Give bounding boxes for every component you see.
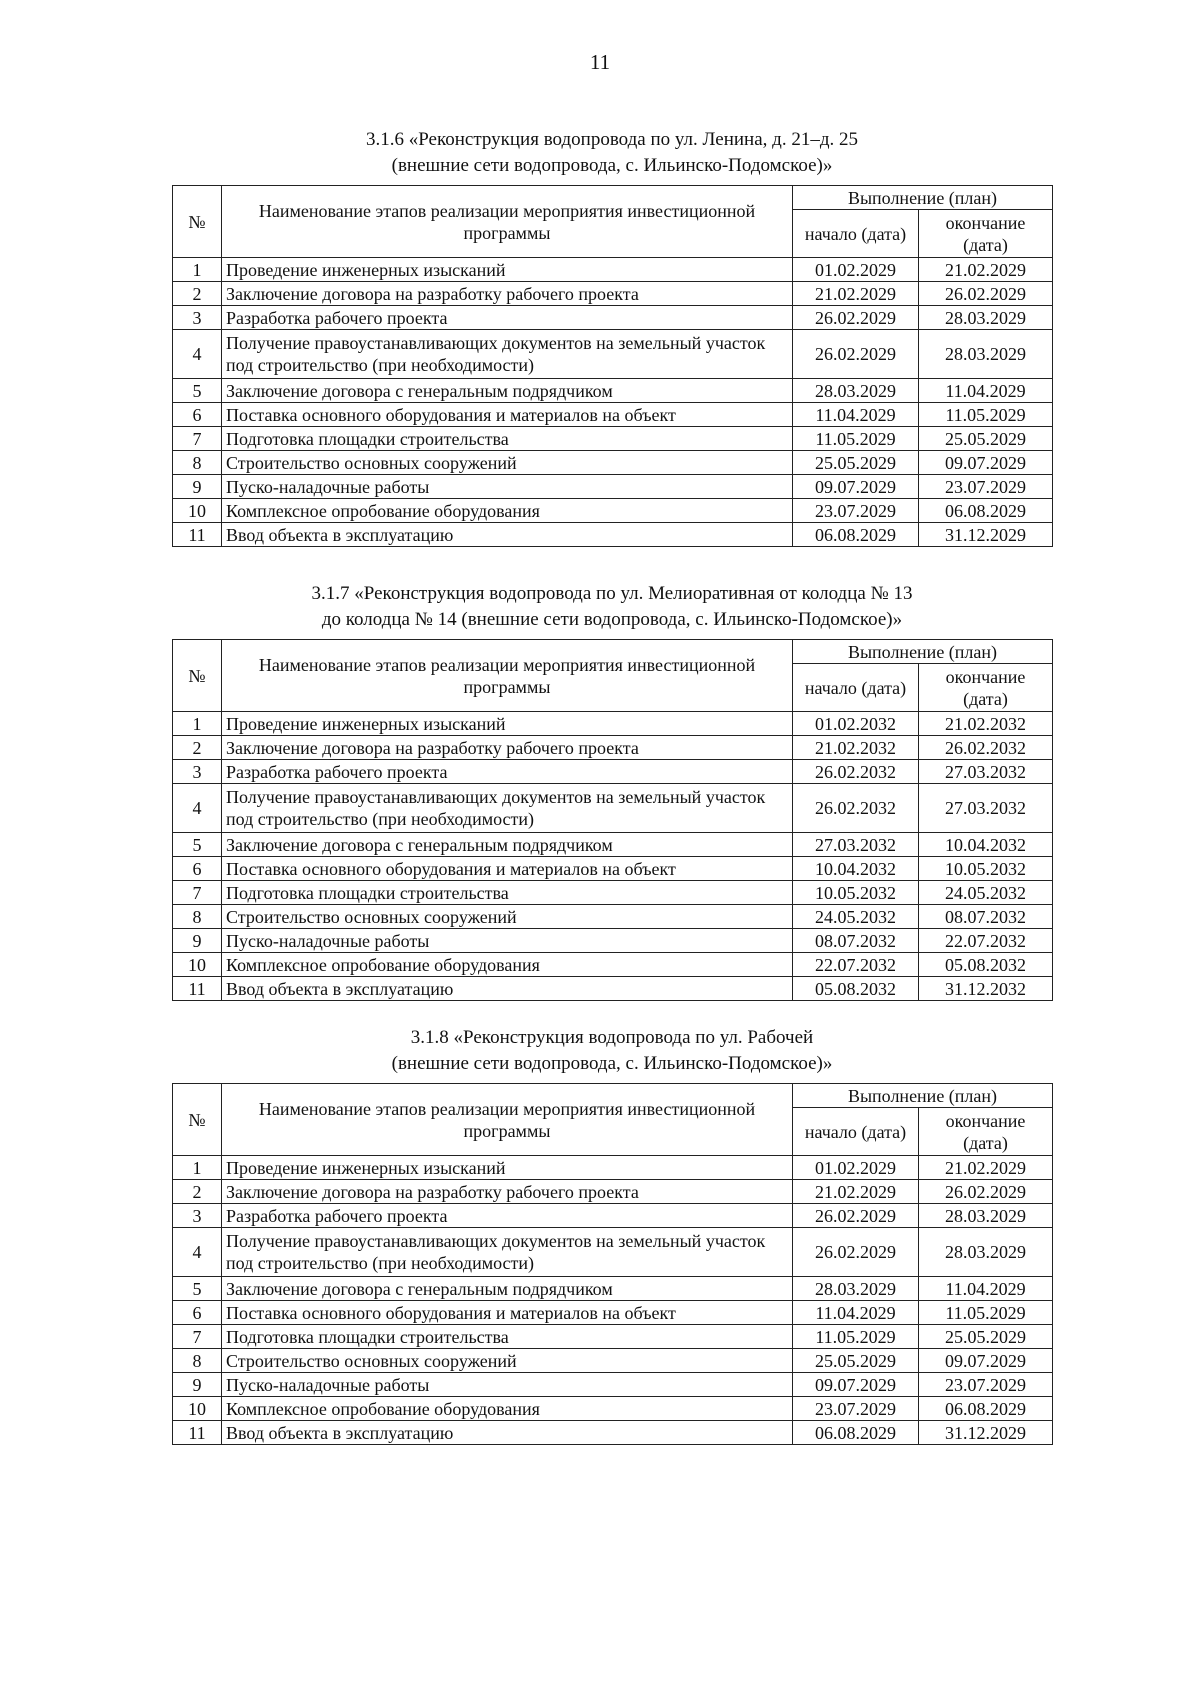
table-row bbox=[173, 784, 1053, 833]
stage-name: Поставка основного оборудования и материалов на объект bbox=[222, 857, 793, 881]
start-date: 11.05.2029 bbox=[793, 427, 919, 451]
table-row bbox=[173, 1397, 1053, 1421]
stage-name: Заключение договора на разработку рабочего проекта bbox=[222, 1180, 793, 1204]
table-row bbox=[173, 953, 1053, 977]
end-date: 27.03.2032 bbox=[919, 784, 1053, 833]
table-row bbox=[173, 403, 1053, 427]
section-title-line-2: до колодца № 14 (внешние сети водопровода, с. Ильинско-Подомское)» bbox=[321, 609, 903, 630]
stage-name: Разработка рабочего проекта bbox=[222, 760, 793, 784]
stages-table bbox=[172, 639, 1053, 1001]
end-date: 26.02.2032 bbox=[919, 736, 1053, 760]
start-date: 08.07.2032 bbox=[793, 929, 919, 953]
row-number: 8 bbox=[173, 451, 222, 475]
row-number: 1 bbox=[173, 712, 222, 736]
start-date: 22.07.2032 bbox=[793, 953, 919, 977]
page-number: 11 bbox=[589, 50, 611, 74]
stage-name: Комплексное опробование оборудования bbox=[222, 1397, 793, 1421]
stage-name: Заключение договора с генеральным подрядчиком bbox=[222, 379, 793, 403]
table-row bbox=[173, 977, 1053, 1001]
start-date: 21.02.2032 bbox=[793, 736, 919, 760]
start-date: 26.02.2029 bbox=[793, 330, 919, 379]
table-row bbox=[173, 712, 1053, 736]
stage-name: Комплексное опробование оборудования bbox=[222, 499, 793, 523]
section-3-1-8 bbox=[172, 1025, 1052, 1445]
header-start-date: начало (дата) bbox=[793, 1108, 919, 1156]
table-row bbox=[173, 1421, 1053, 1445]
stage-name: Проведение инженерных изысканий bbox=[222, 258, 793, 282]
section-title bbox=[172, 1025, 1052, 1077]
section-3-1-7 bbox=[172, 581, 1052, 1001]
header-end-date: окончание (дата) bbox=[919, 210, 1053, 258]
stage-name: Поставка основного оборудования и материалов на объект bbox=[222, 403, 793, 427]
end-date: 24.05.2032 bbox=[919, 881, 1053, 905]
table-row bbox=[173, 1204, 1053, 1228]
row-number: 6 bbox=[173, 857, 222, 881]
start-date: 01.02.2029 bbox=[793, 258, 919, 282]
row-number: 7 bbox=[173, 427, 222, 451]
row-number: 3 bbox=[173, 760, 222, 784]
stage-name: Строительство основных сооружений bbox=[222, 1349, 793, 1373]
section-title-line-2: (внешние сети водопровода, с. Ильинско-Подомское)» bbox=[391, 155, 833, 176]
start-date: 23.07.2029 bbox=[793, 1397, 919, 1421]
stage-name: Поставка основного оборудования и материалов на объект bbox=[222, 1301, 793, 1325]
row-number: 2 bbox=[173, 736, 222, 760]
table-row bbox=[173, 330, 1053, 379]
table-row bbox=[173, 306, 1053, 330]
start-date: 27.03.2032 bbox=[793, 833, 919, 857]
row-number: 10 bbox=[173, 1397, 222, 1421]
end-date: 21.02.2032 bbox=[919, 712, 1053, 736]
start-date: 26.02.2029 bbox=[793, 1228, 919, 1277]
start-date: 26.02.2032 bbox=[793, 784, 919, 833]
stage-name: Проведение инженерных изысканий bbox=[222, 712, 793, 736]
stage-name: Комплексное опробование оборудования bbox=[222, 953, 793, 977]
stage-name: Разработка рабочего проекта bbox=[222, 1204, 793, 1228]
start-date: 21.02.2029 bbox=[793, 282, 919, 306]
end-date: 26.02.2029 bbox=[919, 282, 1053, 306]
row-number: 10 bbox=[173, 953, 222, 977]
row-number: 4 bbox=[173, 330, 222, 379]
start-date: 06.08.2029 bbox=[793, 523, 919, 547]
row-number: 1 bbox=[173, 258, 222, 282]
row-number: 11 bbox=[173, 977, 222, 1001]
start-date: 28.03.2029 bbox=[793, 1277, 919, 1301]
row-number: 2 bbox=[173, 1180, 222, 1204]
row-number: 2 bbox=[173, 282, 222, 306]
end-date: 27.03.2032 bbox=[919, 760, 1053, 784]
end-date: 11.05.2029 bbox=[919, 1301, 1053, 1325]
end-date: 21.02.2029 bbox=[919, 258, 1053, 282]
header-execution-plan: Выполнение (план) bbox=[793, 1084, 1053, 1108]
end-date: 08.07.2032 bbox=[919, 905, 1053, 929]
end-date: 31.12.2029 bbox=[919, 1421, 1053, 1445]
row-number: 8 bbox=[173, 1349, 222, 1373]
table-row bbox=[173, 1373, 1053, 1397]
header-start-date: начало (дата) bbox=[793, 210, 919, 258]
table-row bbox=[173, 475, 1053, 499]
end-date: 28.03.2029 bbox=[919, 330, 1053, 379]
row-number: 4 bbox=[173, 784, 222, 833]
section-3-1-6 bbox=[172, 127, 1052, 547]
stage-name: Подготовка площадки строительства bbox=[222, 881, 793, 905]
stage-name: Получение правоустанавливающих документов на земельный участок под строительство (при необходимости) bbox=[222, 1228, 793, 1277]
stage-name: Строительство основных сооружений bbox=[222, 905, 793, 929]
stage-name: Подготовка площадки строительства bbox=[222, 427, 793, 451]
end-date: 10.04.2032 bbox=[919, 833, 1053, 857]
header-stage-name: Наименование этапов реализации мероприятия инвестиционной программы bbox=[222, 640, 793, 712]
stage-name: Получение правоустанавливающих документов на земельный участок под строительство (при необходимости) bbox=[222, 330, 793, 379]
end-date: 11.05.2029 bbox=[919, 403, 1053, 427]
table-row bbox=[173, 499, 1053, 523]
stage-name: Разработка рабочего проекта bbox=[222, 306, 793, 330]
start-date: 10.05.2032 bbox=[793, 881, 919, 905]
row-number: 5 bbox=[173, 379, 222, 403]
row-number: 3 bbox=[173, 306, 222, 330]
table-row bbox=[173, 427, 1053, 451]
header-start-date: начало (дата) bbox=[793, 664, 919, 712]
end-date: 22.07.2032 bbox=[919, 929, 1053, 953]
header-number: № bbox=[173, 1084, 222, 1156]
section-title bbox=[172, 127, 1052, 179]
stages-table bbox=[172, 1083, 1053, 1445]
end-date: 10.05.2032 bbox=[919, 857, 1053, 881]
table-row bbox=[173, 1228, 1053, 1277]
start-date: 24.05.2032 bbox=[793, 905, 919, 929]
row-number: 9 bbox=[173, 1373, 222, 1397]
start-date: 11.04.2029 bbox=[793, 1301, 919, 1325]
row-number: 10 bbox=[173, 499, 222, 523]
table-row bbox=[173, 833, 1053, 857]
start-date: 11.05.2029 bbox=[793, 1325, 919, 1349]
row-number: 6 bbox=[173, 403, 222, 427]
header-number: № bbox=[173, 186, 222, 258]
row-number: 4 bbox=[173, 1228, 222, 1277]
start-date: 28.03.2029 bbox=[793, 379, 919, 403]
end-date: 31.12.2029 bbox=[919, 523, 1053, 547]
section-title-line-1: 3.1.6 «Реконструкция водопровода по ул. Ленина, д. 21–д. 25 bbox=[365, 129, 858, 150]
stage-name: Пуско-наладочные работы bbox=[222, 929, 793, 953]
end-date: 28.03.2029 bbox=[919, 1204, 1053, 1228]
header-execution-plan: Выполнение (план) bbox=[793, 640, 1053, 664]
start-date: 25.05.2029 bbox=[793, 451, 919, 475]
row-number: 5 bbox=[173, 833, 222, 857]
table-row bbox=[173, 929, 1053, 953]
stages-table bbox=[172, 185, 1053, 547]
stage-name: Заключение договора на разработку рабочего проекта bbox=[222, 282, 793, 306]
header-number: № bbox=[173, 640, 222, 712]
table-row bbox=[173, 1156, 1053, 1180]
end-date: 25.05.2029 bbox=[919, 1325, 1053, 1349]
stage-name: Строительство основных сооружений bbox=[222, 451, 793, 475]
end-date: 26.02.2029 bbox=[919, 1180, 1053, 1204]
start-date: 21.02.2029 bbox=[793, 1180, 919, 1204]
table-row bbox=[173, 379, 1053, 403]
table-row bbox=[173, 736, 1053, 760]
stage-name: Ввод объекта в эксплуатацию bbox=[222, 977, 793, 1001]
table-row bbox=[173, 451, 1053, 475]
start-date: 01.02.2032 bbox=[793, 712, 919, 736]
table-row bbox=[173, 760, 1053, 784]
table-row bbox=[173, 1349, 1053, 1373]
row-number: 5 bbox=[173, 1277, 222, 1301]
end-date: 06.08.2029 bbox=[919, 499, 1053, 523]
table-row bbox=[173, 258, 1053, 282]
row-number: 3 bbox=[173, 1204, 222, 1228]
row-number: 9 bbox=[173, 475, 222, 499]
header-stage-name: Наименование этапов реализации мероприятия инвестиционной программы bbox=[222, 1084, 793, 1156]
start-date: 26.02.2029 bbox=[793, 1204, 919, 1228]
end-date: 23.07.2029 bbox=[919, 1373, 1053, 1397]
end-date: 31.12.2032 bbox=[919, 977, 1053, 1001]
row-number: 6 bbox=[173, 1301, 222, 1325]
start-date: 25.05.2029 bbox=[793, 1349, 919, 1373]
table-row bbox=[173, 857, 1053, 881]
table-row bbox=[173, 905, 1053, 929]
table-row bbox=[173, 282, 1053, 306]
row-number: 11 bbox=[173, 523, 222, 547]
table-row bbox=[173, 1180, 1053, 1204]
row-number: 7 bbox=[173, 881, 222, 905]
table-row bbox=[173, 881, 1053, 905]
start-date: 11.04.2029 bbox=[793, 403, 919, 427]
end-date: 23.07.2029 bbox=[919, 475, 1053, 499]
header-end-date: окончание (дата) bbox=[919, 664, 1053, 712]
end-date: 21.02.2029 bbox=[919, 1156, 1053, 1180]
section-title-line-1: 3.1.7 «Реконструкция водопровода по ул. Мелиоративная от колодца № 13 bbox=[311, 583, 913, 604]
section-title-line-2: (внешние сети водопровода, с. Ильинско-Подомское)» bbox=[391, 1053, 833, 1074]
header-end-date: окончание (дата) bbox=[919, 1108, 1053, 1156]
end-date: 11.04.2029 bbox=[919, 379, 1053, 403]
stage-name: Получение правоустанавливающих документов на земельный участок под строительство (при необходимости) bbox=[222, 784, 793, 833]
stage-name: Заключение договора на разработку рабочего проекта bbox=[222, 736, 793, 760]
section-title bbox=[172, 581, 1052, 633]
stage-name: Подготовка площадки строительства bbox=[222, 1325, 793, 1349]
start-date: 06.08.2029 bbox=[793, 1421, 919, 1445]
end-date: 09.07.2029 bbox=[919, 1349, 1053, 1373]
start-date: 26.02.2029 bbox=[793, 306, 919, 330]
start-date: 09.07.2029 bbox=[793, 475, 919, 499]
end-date: 28.03.2029 bbox=[919, 306, 1053, 330]
row-number: 11 bbox=[173, 1421, 222, 1445]
end-date: 25.05.2029 bbox=[919, 427, 1053, 451]
stage-name: Заключение договора с генеральным подрядчиком bbox=[222, 1277, 793, 1301]
stage-name: Заключение договора с генеральным подрядчиком bbox=[222, 833, 793, 857]
row-number: 1 bbox=[173, 1156, 222, 1180]
stage-name: Пуско-наладочные работы bbox=[222, 475, 793, 499]
row-number: 9 bbox=[173, 929, 222, 953]
start-date: 10.04.2032 bbox=[793, 857, 919, 881]
start-date: 09.07.2029 bbox=[793, 1373, 919, 1397]
start-date: 26.02.2032 bbox=[793, 760, 919, 784]
header-stage-name: Наименование этапов реализации мероприятия инвестиционной программы bbox=[222, 186, 793, 258]
row-number: 7 bbox=[173, 1325, 222, 1349]
end-date: 09.07.2029 bbox=[919, 451, 1053, 475]
stage-name: Проведение инженерных изысканий bbox=[222, 1156, 793, 1180]
header-execution-plan: Выполнение (план) bbox=[793, 186, 1053, 210]
end-date: 28.03.2029 bbox=[919, 1228, 1053, 1277]
table-row bbox=[173, 1301, 1053, 1325]
start-date: 23.07.2029 bbox=[793, 499, 919, 523]
end-date: 05.08.2032 bbox=[919, 953, 1053, 977]
stage-name: Ввод объекта в эксплуатацию bbox=[222, 1421, 793, 1445]
table-row bbox=[173, 1277, 1053, 1301]
table-row bbox=[173, 523, 1053, 547]
end-date: 06.08.2029 bbox=[919, 1397, 1053, 1421]
section-title-line-1: 3.1.8 «Реконструкция водопровода по ул. Рабочей bbox=[410, 1027, 814, 1048]
table-row bbox=[173, 1325, 1053, 1349]
end-date: 11.04.2029 bbox=[919, 1277, 1053, 1301]
row-number: 8 bbox=[173, 905, 222, 929]
start-date: 05.08.2032 bbox=[793, 977, 919, 1001]
stage-name: Ввод объекта в эксплуатацию bbox=[222, 523, 793, 547]
start-date: 01.02.2029 bbox=[793, 1156, 919, 1180]
stage-name: Пуско-наладочные работы bbox=[222, 1373, 793, 1397]
